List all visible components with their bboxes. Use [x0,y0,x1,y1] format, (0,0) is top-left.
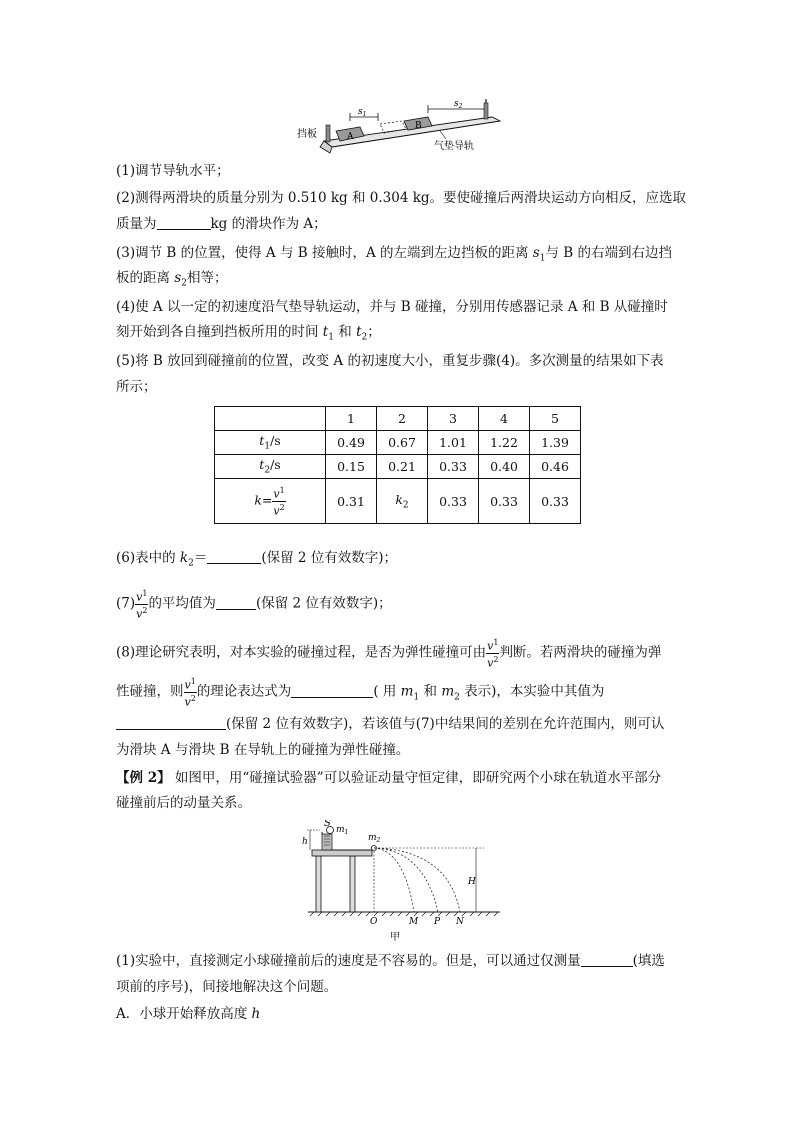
question-7: (7) $\frac{v^1}{v^2}$ 的平均值为 (保留 2 位有效数字)； [116,589,392,621]
table-cell: 3 [428,407,479,431]
table-cell: 5 [530,407,581,431]
mass-answer-blank[interactable] [157,215,211,230]
table-cell: 0.31 [326,479,377,524]
P-label: P [434,917,441,927]
air-track-figure [296,95,506,157]
table-cell: 2 [377,407,428,431]
track-label: 气垫导轨 [434,141,474,152]
table-cell: 1.22 [479,431,530,455]
step-3-line-2: 板的距离 $s_2$相等； [116,270,228,289]
measurement-table [214,406,581,524]
step-2-line-2: 质量为 kg 的滑块作为 A； [116,216,327,232]
expression-answer-blank[interactable] [291,683,373,698]
S-label: S [324,820,331,829]
question-8-line-2: 性碰撞，则 $\frac{v^1}{v^2}$ 的理论表达式为 ( 用 $m_1$ 和 $m_2$ 表示)，本实验中其值为 [116,677,605,709]
block-b-label: B [415,121,422,131]
question-8-line-4: 为滑块 A 与滑块 B 在导轨上的碰撞为弹性碰撞。 [116,742,410,758]
step-3-line-1: (3)调节 B 的位置，使得 A 与 B 接触时，A 的左端到左边挡板的距离 $s_1$与 B 的右端到右边挡 [116,245,672,264]
average-answer-blank[interactable] [216,595,256,610]
table-cell-k2: $k_2$ [377,479,428,524]
table-cell: 0.33 [530,479,581,524]
measurement-answer-blank[interactable] [581,952,633,967]
s2-label: $s_2$ [454,99,463,110]
collision-apparatus-figure [298,820,510,946]
row-label-k: k= $\frac{v^1}{v^2}$ [215,479,326,524]
table-row [215,479,581,524]
table-cell: 0.33 [479,479,530,524]
M-label: M [409,917,419,927]
table-row [215,431,581,455]
table-cell: 0.46 [530,455,581,479]
figure-caption: 甲 [390,932,400,943]
step-4-line-1: (4)使 A 以一定的初速度沿气垫导轨运动，并与 B 碰撞，分别用传感器记录 A 和 B 从碰撞时 [116,299,668,315]
table-cell: 0.33 [428,455,479,479]
table-cell: 0.15 [326,455,377,479]
question-1-line-2: 项前的序号)，间接地解决这个问题。 [116,979,338,995]
table-cell: 0.21 [377,455,428,479]
question-1-line-1: (1)实验中，直接测定小球碰撞前后的速度是不容易的。但是，可以通过仅测量 (填选 [116,953,665,969]
table-cell: 1.01 [428,431,479,455]
step-5-line-1: (5)将 B 放回到碰撞前的位置，改变 A 的初速度大小，重复步骤(4)。多次测量的结果如下表 [116,353,664,369]
option-a: A．小球开始释放高度 h [116,1006,261,1022]
example-2-line-2: 碰撞前后的动量关系。 [116,795,251,811]
step-5-line-2: 所示； [116,379,157,395]
table-cell: 0.33 [428,479,479,524]
step-4-line-2: 刻开始到各自撞到挡板所用的时间 $t_1$ 和 $t_2$； [116,324,381,343]
table-cell: 1 [326,407,377,431]
table-cell: 4 [479,407,530,431]
row-label-t2: $t_2/s$ [215,455,326,479]
s1-label: $s_1$ [358,107,367,118]
O-label: O [370,917,378,927]
value-answer-blank[interactable] [116,715,226,730]
baffle-label: 挡板 [297,129,317,140]
question-8-line-1: (8)理论研究表明，对本实验的碰撞过程，是否为弹性碰撞可由 $\frac{v^1}{v^2}$ 判断。若两滑块的碰撞为弹 [116,638,662,670]
m2-label: $m_2$ [368,833,381,844]
table-row [215,455,581,479]
step-2-line-1: (2)测得两滑块的质量分别为 0.510 kg 和 0.304 kg。要使碰撞后两滑块运动方向相反，应选取 [116,190,687,206]
N-label: N [456,917,464,927]
table-cell [215,407,326,431]
h-label: h [302,837,308,847]
table-header-row [215,407,581,431]
table-cell: 0.49 [326,431,377,455]
block-a-label: A [347,132,354,142]
question-8-line-3: (保留 2 位有效数字)，若该值与(7)中结果间的差别在允许范围内，则可认 [116,714,664,734]
step-1: (1)调节导轨水平； [116,163,230,179]
row-label-t1: $t_1/s$ [215,431,326,455]
table-cell: 1.39 [530,431,581,455]
k2-answer-blank[interactable] [207,549,261,564]
example-2-line-1: 【例 2】 如图甲，用“碰撞试验器”可以验证动量守恒定律，即研究两个小球在轨道水平部分 [116,770,662,786]
table-cell: 0.67 [377,431,428,455]
question-6: (6)表中的 $k_2=$ (保留 2 位有效数字)； [116,550,398,569]
m1-label: $m_1$ [336,825,349,836]
table-cell: 0.40 [479,455,530,479]
H-label: H [468,877,476,887]
